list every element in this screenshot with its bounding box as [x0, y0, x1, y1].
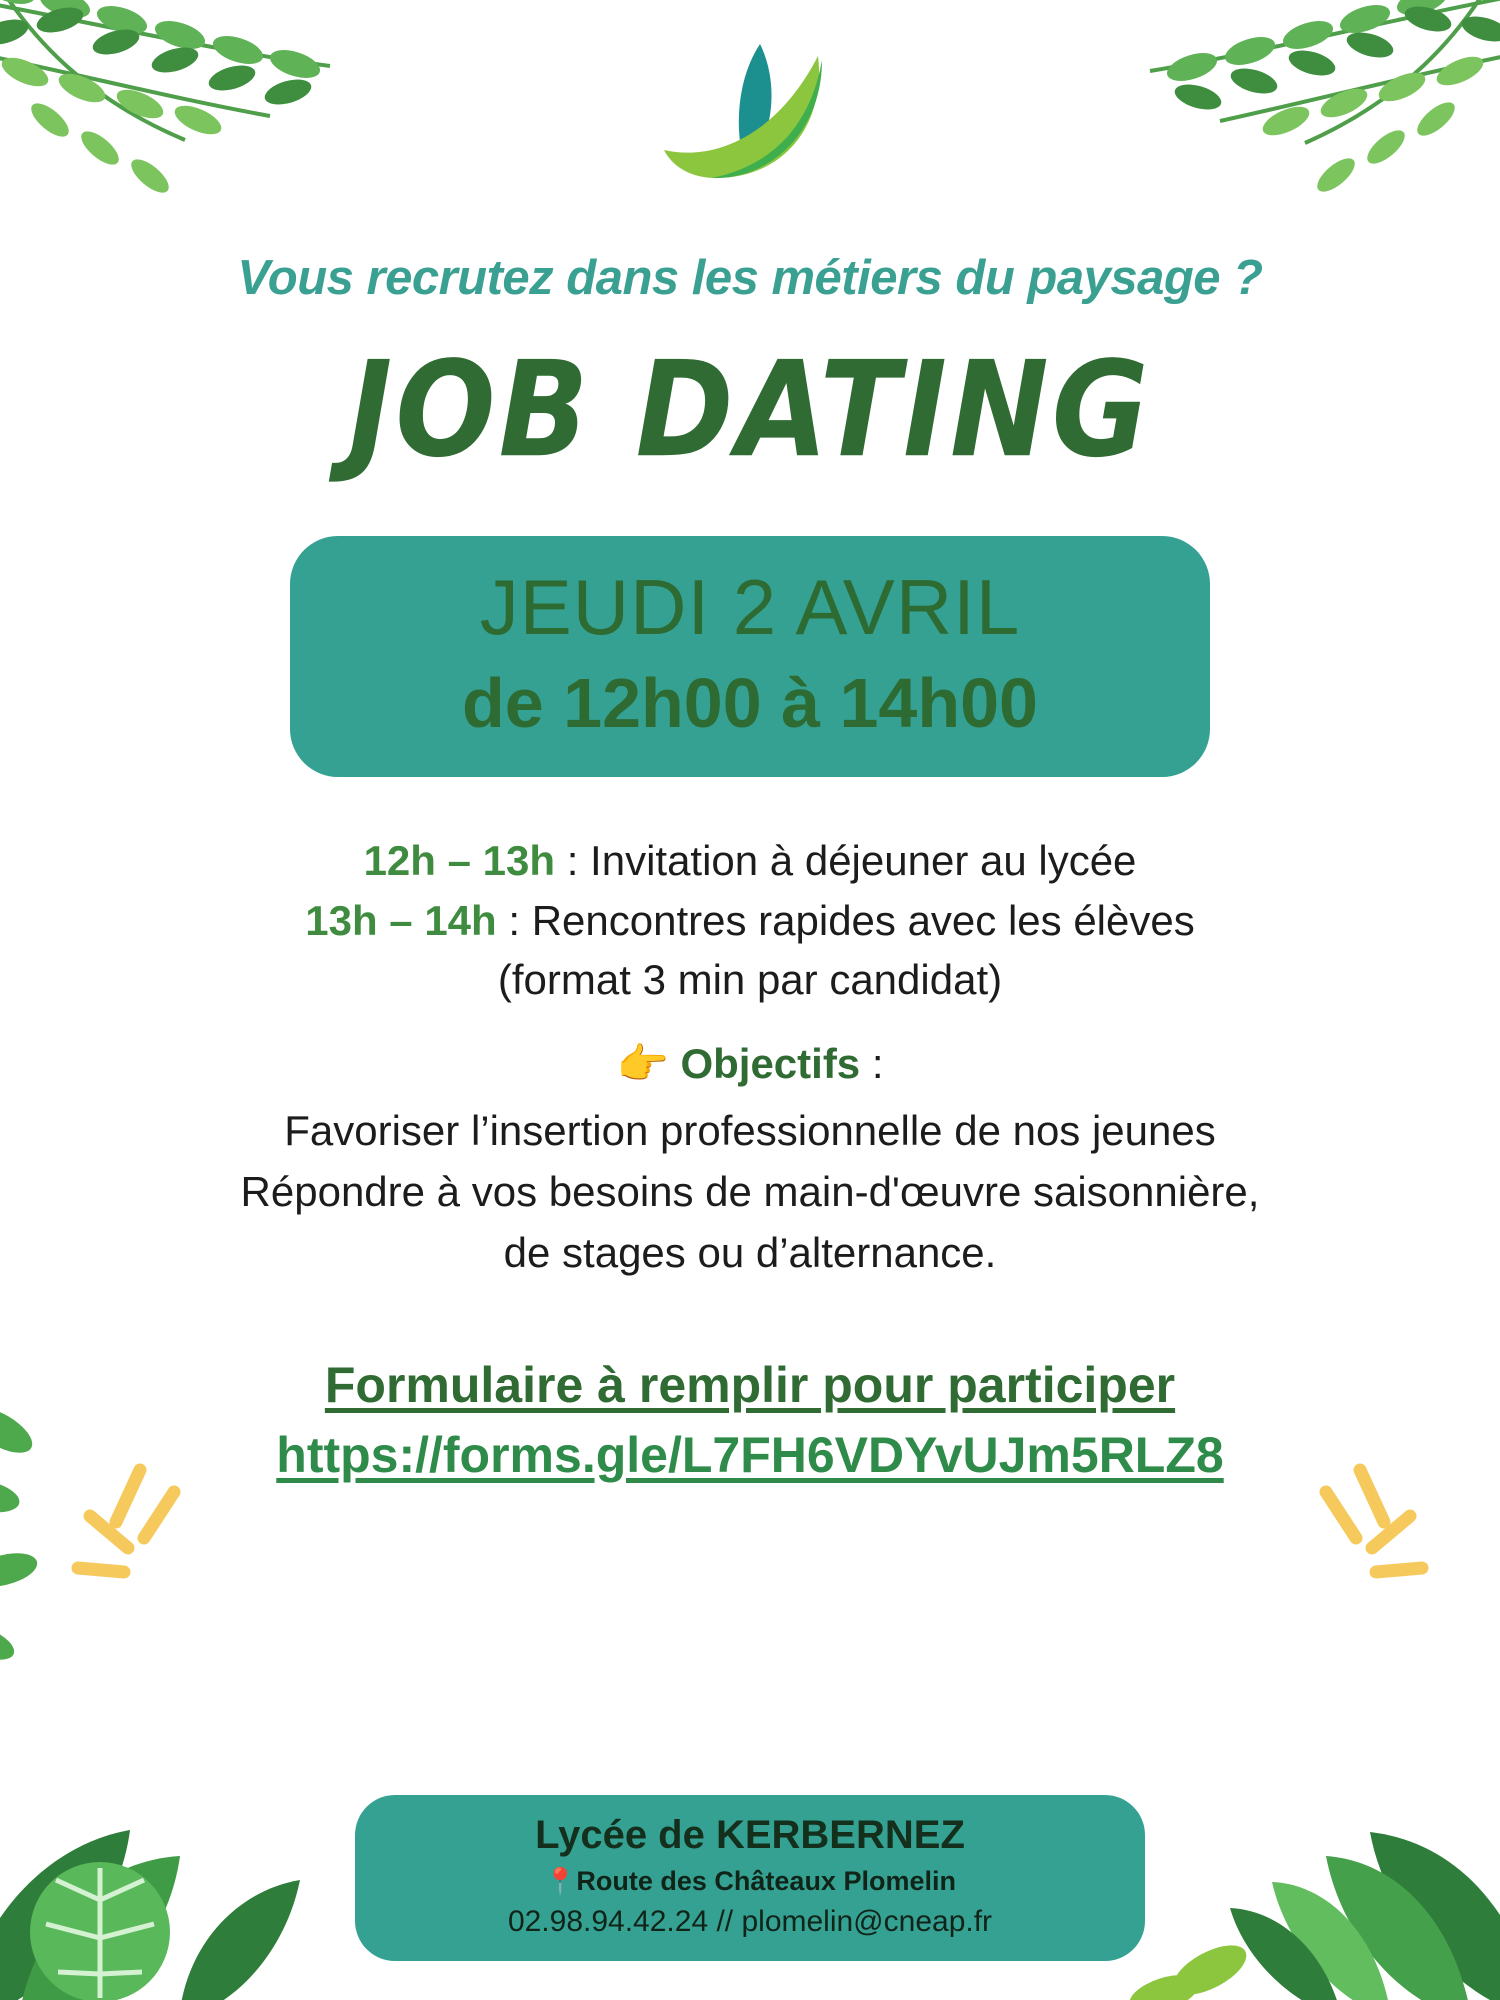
location-pin-icon: 📍: [544, 1866, 577, 1896]
objective-line: Favoriser l’insertion professionnelle de nos jeunes: [284, 1106, 1216, 1154]
form-link[interactable]: https://forms.gle/L7FH6VDYvUJm5RLZ8: [276, 1426, 1224, 1483]
schedule-row: [0, 831, 1500, 891]
form-block: [0, 1356, 1500, 1484]
schedule-row: [0, 891, 1500, 951]
contact-details: 02.98.94.42.24 // plomelin@cneap.fr: [507, 1905, 993, 1938]
schedule-text: : Invitation à déjeuner au lycée: [555, 837, 1137, 884]
schedule-list: [0, 831, 1500, 1010]
schedule-hours: 13h – 14h: [305, 896, 497, 944]
schedule-hours: 12h – 13h: [363, 837, 556, 884]
page-title: JOB DATING: [348, 332, 1152, 487]
schedule-text: : Rencontres rapides avec les élèves: [496, 896, 1195, 944]
date-day: JEUDI 2 AVRIL: [479, 563, 1021, 651]
pointing-hand-icon: 👉: [616, 1039, 669, 1087]
footer-contact-badge: [355, 1795, 1145, 1961]
objectives-heading: [0, 1040, 1500, 1089]
objectives-lines: [0, 1101, 1500, 1284]
schedule-row: [0, 950, 1500, 1010]
objectives-label: Objectifs: [680, 1039, 861, 1087]
date-badge: [290, 536, 1210, 777]
objective-line: de stages ou d’alternance.: [503, 1228, 997, 1276]
objectives-colon: :: [860, 1039, 884, 1087]
school-address: [355, 1866, 1145, 1897]
headline-question: Vous recrutez dans les métiers du paysage ?: [237, 251, 1263, 305]
form-title: Formulaire à remplir pour participer: [324, 1356, 1176, 1413]
school-name: Lycée de KERBERNEZ: [535, 1813, 965, 1857]
address-text: Route des Châteaux Plomelin: [576, 1866, 956, 1896]
date-time: de 12h00 à 14h00: [462, 664, 1038, 742]
objective-line: Répondre à vos besoins de main-d'œuvre saisonnière,: [240, 1167, 1260, 1215]
schedule-text: (format 3 min par candidat): [497, 956, 1003, 1004]
